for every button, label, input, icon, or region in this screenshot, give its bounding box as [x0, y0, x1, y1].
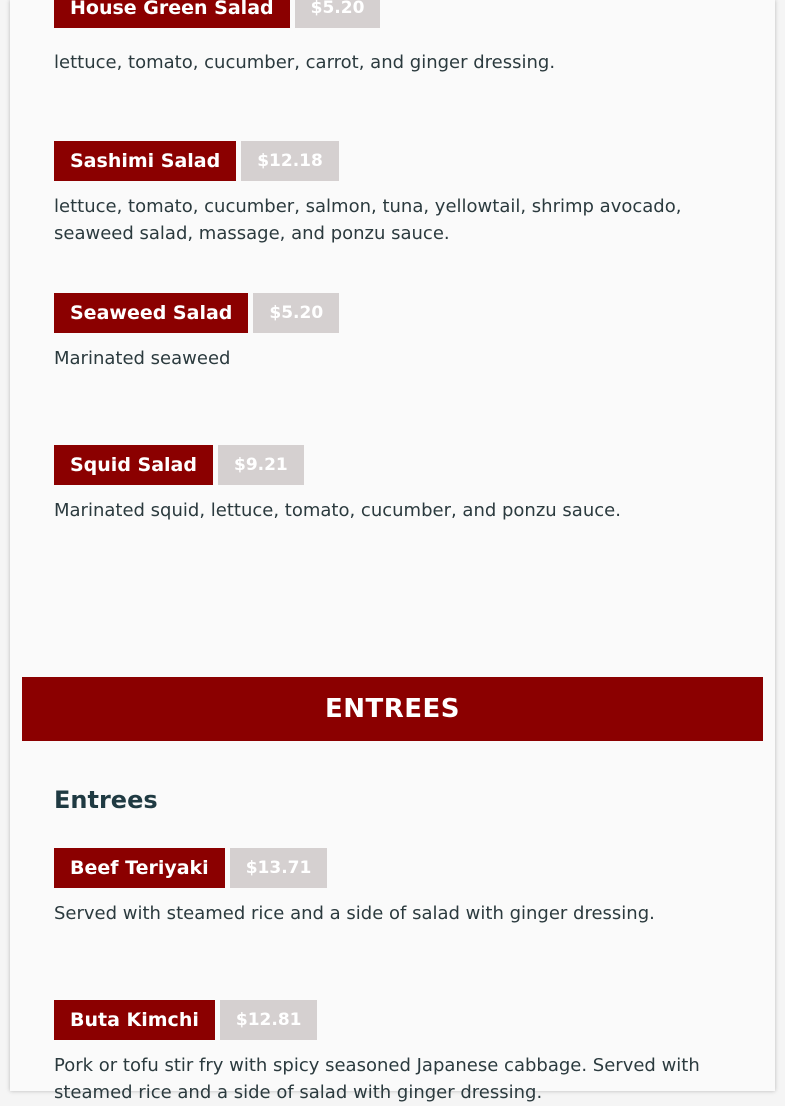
section-banner-label: ENTREES [324, 694, 461, 724]
menu-item-description: lettuce, tomato, cucumber, carrot, and ginger dressing. [54, 52, 556, 73]
menu-item-name: Beef Teriyaki [54, 848, 225, 888]
menu-item-tags [54, 293, 734, 333]
menu-item-seaweed-salad [54, 293, 734, 372]
menu-item-price: $5.20 [295, 0, 381, 28]
menu-item-name: Sashimi Salad [54, 141, 236, 181]
menu-item-name: House Green Salad [54, 0, 290, 28]
menu-item-description: Marinated squid, lettuce, tomato, cucumber, and ponzu sauce. [54, 500, 621, 521]
menu-item-price: $13.71 [230, 848, 328, 888]
menu-item-tags [54, 848, 734, 888]
menu-item-sashimi-salad [54, 141, 734, 247]
menu-page [10, 0, 775, 1103]
menu-item-description: Marinated seaweed [54, 348, 231, 369]
menu-item-description: lettuce, tomato, cucumber, salmon, tuna, yellowtail, shrimp avocado, seaweed salad, massage, and ponzu sauce. [54, 196, 682, 244]
section-banner-entrees [22, 677, 763, 741]
menu-item-price: $9.21 [218, 445, 304, 485]
menu-item-price: $12.18 [241, 141, 339, 181]
menu-item-name: Buta Kimchi [54, 1000, 215, 1040]
menu-item-tags [54, 445, 734, 485]
menu-item-tags [54, 0, 734, 28]
menu-item-buta-kimchi [54, 1000, 734, 1106]
menu-item-tags [54, 141, 734, 181]
menu-item-beef-teriyaki [54, 848, 734, 927]
menu-item-house-green-salad [54, 0, 734, 76]
menu-item-squid-salad [54, 445, 734, 524]
menu-item-description: Pork or tofu stir fry with spicy seasoned Japanese cabbage. Served with steamed rice and a side of salad with ginger dressing. [54, 1055, 700, 1103]
menu-item-price: $5.20 [253, 293, 339, 333]
menu-item-description: Served with steamed rice and a side of salad with ginger dressing. [54, 903, 655, 924]
menu-item-tags [54, 1000, 734, 1040]
menu-item-price: $12.81 [220, 1000, 318, 1040]
section-title: Entrees [54, 786, 158, 814]
menu-item-name: Seaweed Salad [54, 293, 248, 333]
menu-item-name: Squid Salad [54, 445, 213, 485]
